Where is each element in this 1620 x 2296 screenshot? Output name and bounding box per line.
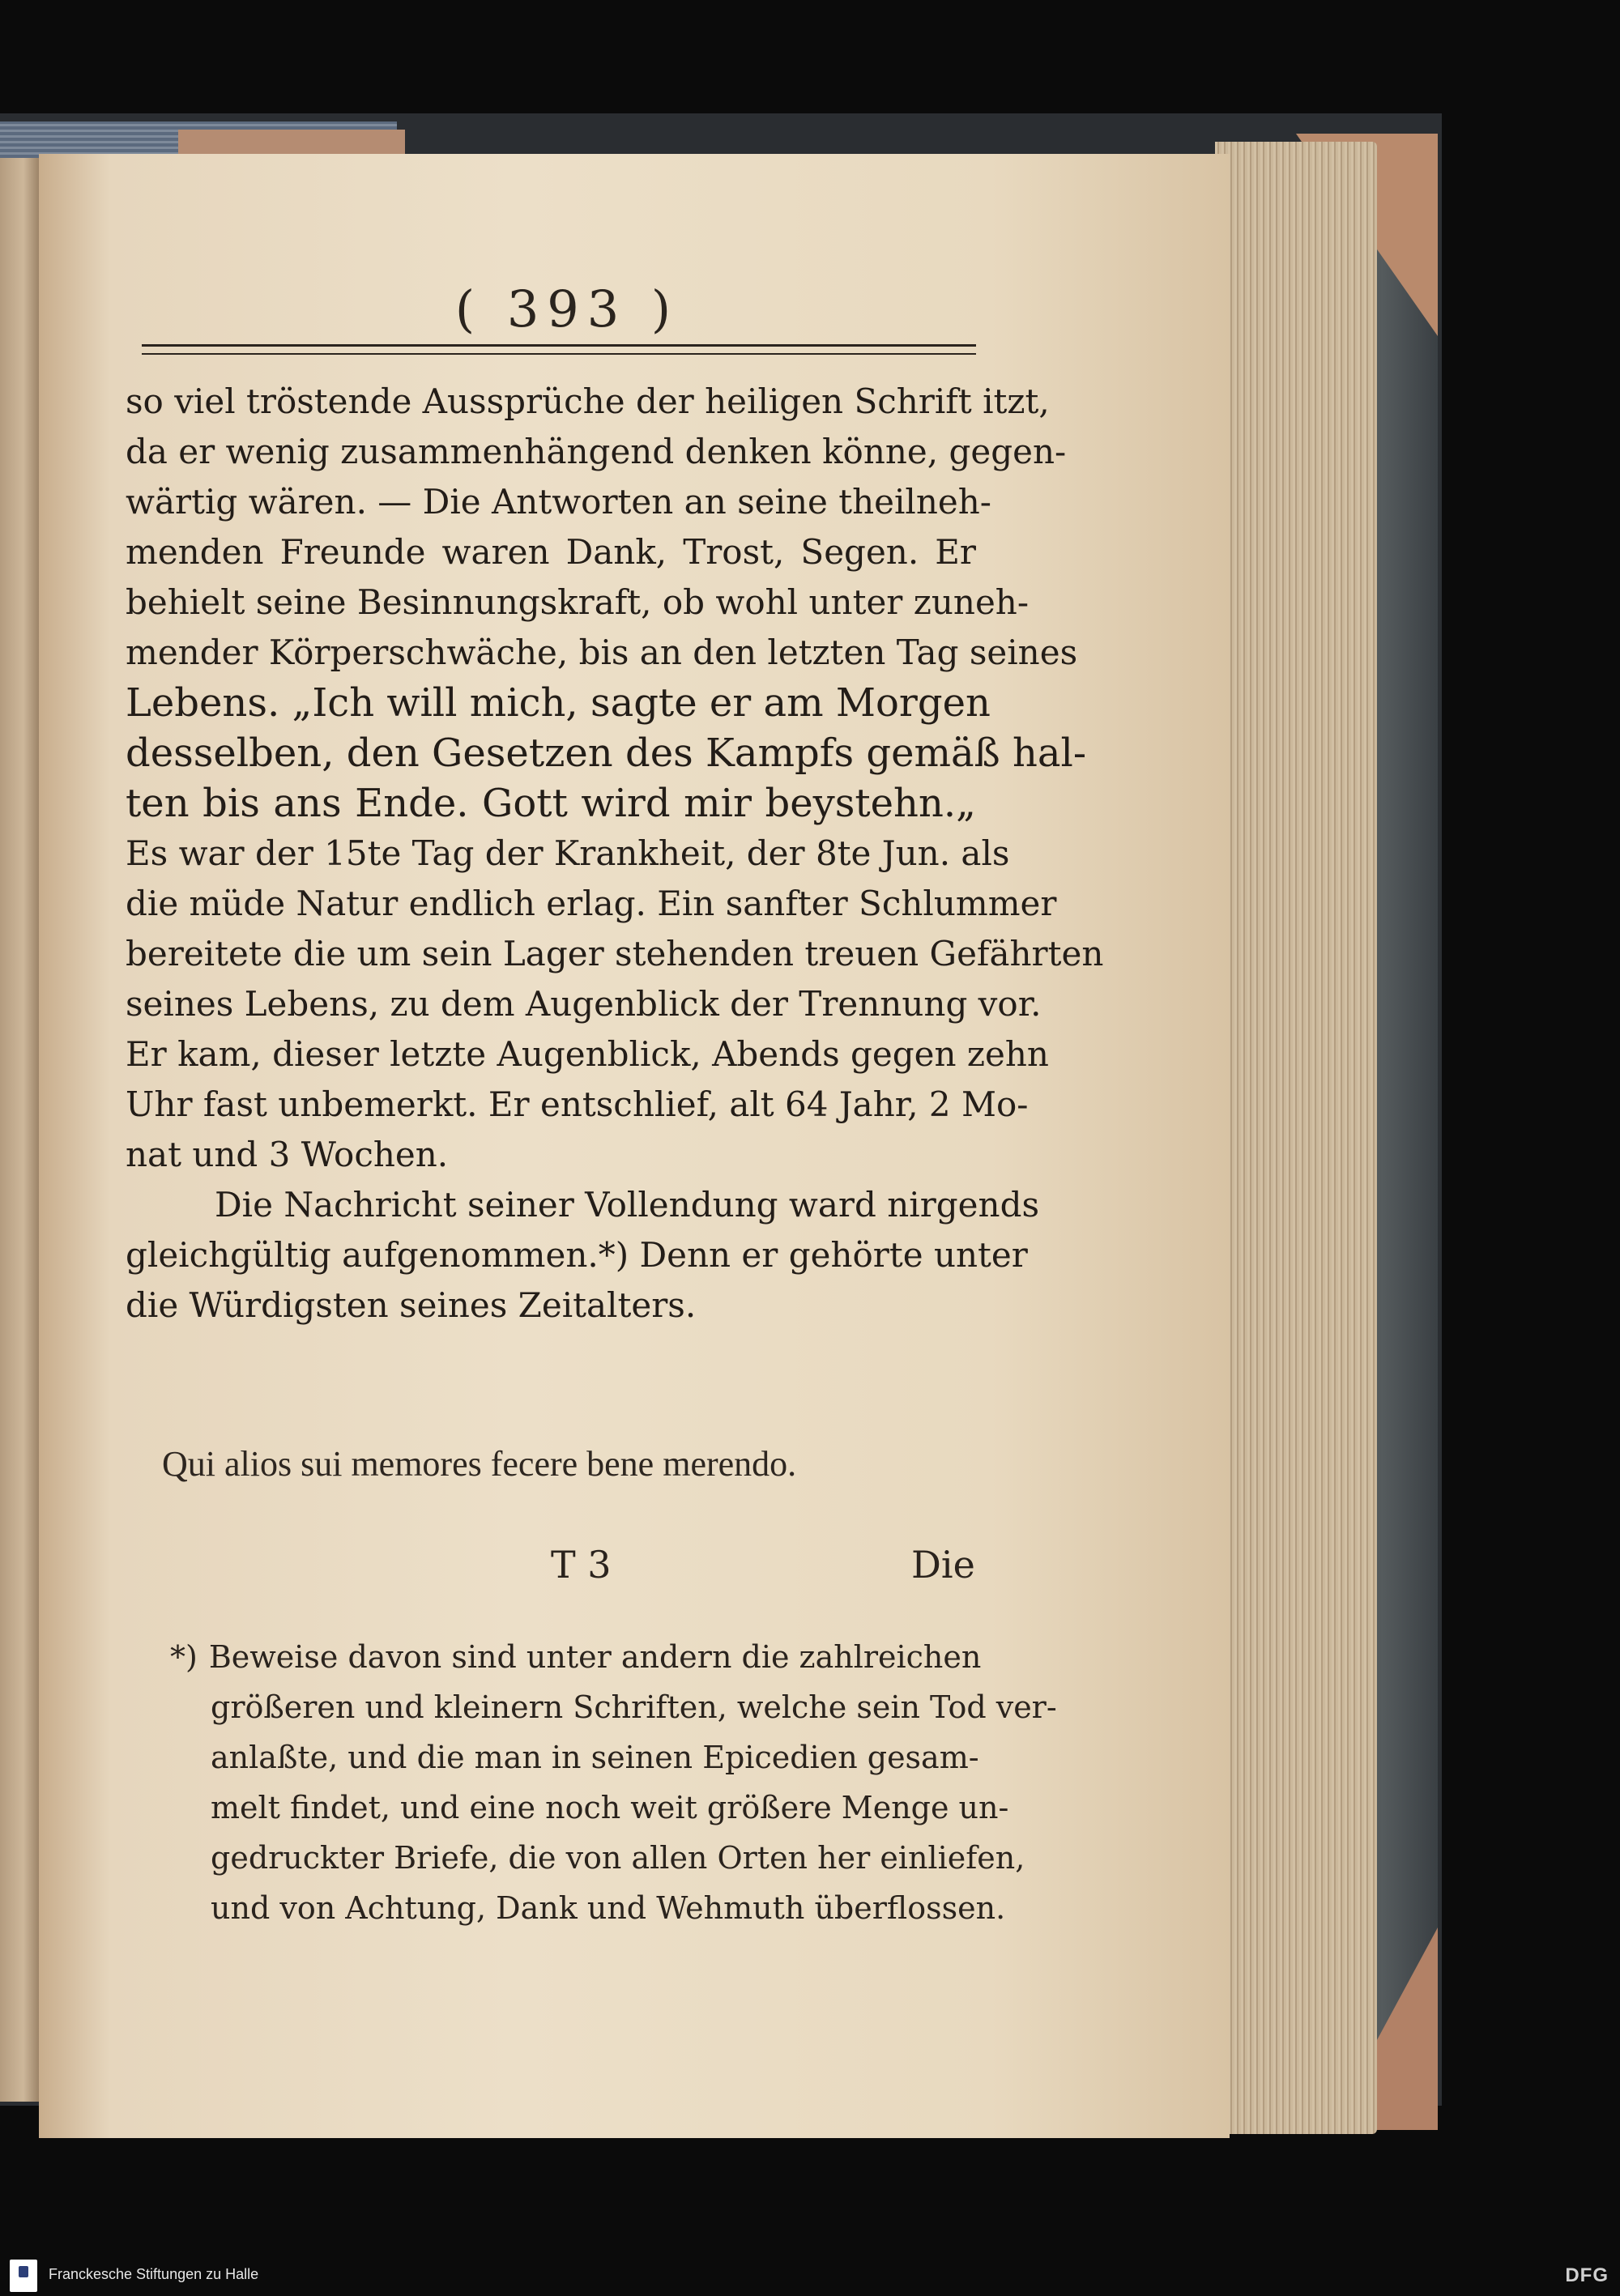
text-line: die müde Natur endlich erlag. Ein sanfter Schlummer <box>126 884 1057 923</box>
page-number-header: ( 393 ) <box>454 279 680 339</box>
text-line: desselben, den Gesetzen des Kampfs gemäß hal- <box>126 731 1087 776</box>
header-rule <box>142 344 976 355</box>
catchword: Die <box>911 1543 975 1587</box>
page-block-edges <box>1215 142 1377 2134</box>
institution-logo-icon <box>10 2260 37 2292</box>
text-line: Lebens. „Ich will mich, sagte er am Morgen <box>126 680 991 726</box>
text-line: Es war der 15te Tag der Krankheit, der 8te Jun. als <box>126 833 1010 873</box>
footnote-line: anlaßte, und die man in seinen Epicedien gesam- <box>211 1740 979 1775</box>
text-line: da er wenig zusammenhängend denken könne, gegen- <box>126 432 1067 471</box>
footnote-mark: *) <box>170 1639 198 1675</box>
footnote-line: und von Achtung, Dank und Wehmuth überflossen. <box>211 1890 1006 1926</box>
text-line: gleichgültig aufgenommen.*) Denn er gehörte unter <box>126 1235 1028 1275</box>
footnote-line: gedruckter Briefe, die von allen Orten her einliefen, <box>211 1840 1025 1876</box>
footnote <box>170 1632 1057 1933</box>
text-line: behielt seine Besinnungskraft, ob wohl unter zuneh- <box>126 582 1030 622</box>
text-line: Die Nachricht seiner Vollendung ward nirgends <box>215 1185 1040 1225</box>
footnote-text: Beweise davon sind unter andern die zahlreichen <box>208 1639 982 1675</box>
text-line: wärtig wären. — Die Antworten an seine theilneh- <box>126 482 991 522</box>
text-line: menden Freunde waren Dank, Trost, Segen. Er <box>126 532 976 572</box>
footnote-line: größeren und kleinern Schriften, welche sein Tod ver- <box>211 1689 1057 1725</box>
text-line: nat und 3 Wochen. <box>126 1135 449 1174</box>
footnote-line: melt findet, und eine noch weit größere Menge un- <box>211 1790 1009 1825</box>
text-line: Uhr fast unbemerkt. Er entschlief, alt 64 Jahr, 2 Mo- <box>126 1084 1029 1124</box>
text-line: mender Körperschwäche, bis an den letzten Tag seines <box>126 633 1078 672</box>
text-line: die Würdigsten seines Zeitalters. <box>126 1285 697 1325</box>
footnote-line <box>170 1632 982 1682</box>
text-line: Er kam, dieser letzte Augenblick, Abends gegen zehn <box>126 1034 1049 1074</box>
institution-name: Franckesche Stiftungen zu Halle <box>49 2266 259 2282</box>
body-text <box>126 377 1104 1331</box>
text-line: so viel tröstende Aussprüche der heiligen Schrift itzt, <box>126 381 1050 421</box>
text-line: seines Lebens, zu dem Augenblick der Trennung vor. <box>126 984 1042 1024</box>
text-line: ten bis ans Ende. Gott wird mir beystehn.„ <box>126 781 976 826</box>
dfg-logo: DFG <box>1565 2264 1609 2286</box>
signature-mark: T 3 <box>551 1543 612 1587</box>
latin-quote: Qui alios sui memores fecere bene merendo. <box>162 1444 797 1484</box>
left-page-edge <box>0 158 39 2102</box>
text-line: bereitete die um sein Lager stehenden treuen Gefährten <box>126 934 1104 973</box>
